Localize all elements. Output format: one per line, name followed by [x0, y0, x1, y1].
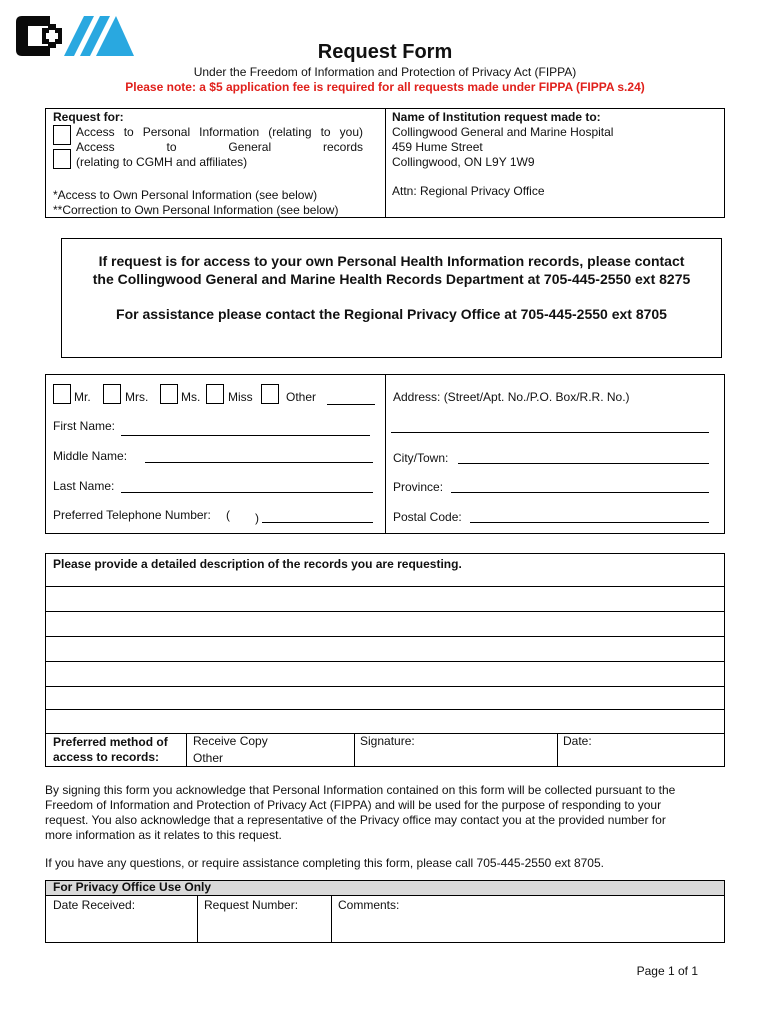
description-row[interactable] [45, 586, 725, 587]
date-label: Date: [563, 734, 592, 748]
note-access-own: *Access to Own Personal Information (see below) [53, 188, 318, 202]
salutation-ms-checkbox[interactable] [160, 384, 178, 404]
request-for-label: Request for: [53, 110, 124, 124]
institution-street: 459 Hume Street [392, 140, 483, 154]
comments-label: Comments: [338, 898, 400, 912]
city-input[interactable] [458, 463, 709, 464]
salutation-other-label: Other [286, 390, 317, 404]
fee-note: Please note: a $5 application fee is required for all requests made under FIPPA (FIPPA s.24) [125, 80, 645, 94]
first-name-label: First Name: [53, 419, 116, 433]
salutation-miss-label: Miss [228, 390, 253, 404]
institution-name: Collingwood General and Marine Hospital [392, 125, 614, 139]
questions-line: If you have any questions, or require assistance completing this form, please call 705-445-2550 ext 8705. [45, 856, 604, 870]
phone-open-paren: ( [226, 508, 230, 522]
description-row[interactable] [45, 611, 725, 612]
salutation-mrs-checkbox[interactable] [103, 384, 121, 404]
access-general-sublabel: (relating to CGMH and affiliates) [76, 155, 248, 169]
description-label: Please provide a detailed description of the records you are requesting. [53, 557, 462, 571]
notice-line-3: For assistance please contact the Regional Privacy Office at 705-445-2550 ext 8705 [116, 306, 667, 322]
last-name-label: Last Name: [53, 479, 115, 493]
office-use-title: For Privacy Office Use Only [53, 880, 212, 894]
request-number-label: Request Number: [204, 898, 299, 912]
consent-line-2: Freedom of Information and Protection of Privacy Act (FIPPA) and will be used for the purpose of responding to your [45, 798, 662, 812]
access-general-word: Access [76, 140, 115, 154]
first-name-input[interactable] [121, 435, 370, 436]
phone-close-paren: ) [255, 511, 259, 525]
salutation-other-input[interactable] [327, 404, 375, 405]
access-personal-checkbox[interactable] [53, 125, 71, 145]
institution-label: Name of Institution request made to: [392, 110, 601, 124]
consent-line-1: By signing this form you acknowledge that Personal Information contained on this form will be collected pursuant to the [45, 783, 676, 797]
address-label: Address: (Street/Apt. No./P.O. Box/R.R. No.) [393, 390, 630, 404]
method-receive-copy[interactable]: Receive Copy [193, 734, 268, 748]
description-row[interactable] [45, 686, 725, 687]
last-name-input[interactable] [121, 492, 373, 493]
applicant-divider [385, 374, 386, 534]
address-input[interactable] [391, 432, 709, 433]
method-other[interactable]: Other [193, 751, 224, 765]
institution-city: Collingwood, ON L9Y 1W9 [392, 155, 535, 169]
province-input[interactable] [451, 492, 709, 493]
salutation-mrs-label: Mrs. [125, 390, 149, 404]
access-general-word: General [228, 140, 272, 154]
page-title: Request Form [317, 41, 453, 63]
method-divider [186, 733, 187, 767]
date-divider [557, 733, 558, 767]
description-row[interactable] [45, 661, 725, 662]
request-divider [385, 108, 386, 218]
salutation-mr-checkbox[interactable] [53, 384, 71, 404]
salutation-ms-label: Ms. [181, 390, 201, 404]
middle-name-label: Middle Name: [53, 449, 128, 463]
middle-name-input[interactable] [145, 462, 373, 463]
consent-line-4: more information as it relates to this request. [45, 828, 282, 842]
method-label-2: access to records: [53, 750, 160, 764]
access-general-checkbox[interactable] [53, 149, 71, 169]
institution-attn: Attn: Regional Privacy Office [392, 184, 545, 198]
province-label: Province: [393, 480, 444, 494]
signature-label: Signature: [360, 734, 415, 748]
page-subtitle: Under the Freedom of Information and Protection of Privacy Act (FIPPA) [193, 65, 577, 79]
postal-input[interactable] [470, 522, 709, 523]
date-received-label: Date Received: [53, 898, 136, 912]
phone-input[interactable] [262, 522, 373, 523]
access-general-word: to [166, 140, 177, 154]
office-divider-2 [331, 896, 332, 943]
access-general-word: records [322, 140, 363, 154]
note-correction-own: **Correction to Own Personal Information (see below) [53, 203, 339, 217]
salutation-other-checkbox[interactable] [261, 384, 279, 404]
postal-label: Postal Code: [393, 510, 462, 524]
method-label-1: Preferred method of [53, 735, 168, 749]
consent-line-3: request. You also acknowledge that a representative of the Privacy office may contact you at the provided number for [45, 813, 666, 827]
phone-label: Preferred Telephone Number: [53, 508, 211, 522]
city-label: City/Town: [393, 451, 449, 465]
signature-divider [354, 733, 355, 767]
description-row[interactable] [45, 636, 725, 637]
salutation-mr-label: Mr. [74, 390, 91, 404]
access-personal-label: Access to Personal Information (relating to you) [76, 125, 363, 139]
page-number: Page 1 of 1 [636, 964, 698, 978]
notice-line-1: If request is for access to your own Personal Health Information records, please contact [98, 253, 685, 269]
office-divider-1 [197, 896, 198, 943]
description-row[interactable] [45, 709, 725, 710]
salutation-miss-checkbox[interactable] [206, 384, 224, 404]
access-general-label [76, 140, 363, 155]
notice-line-2: the Collingwood General and Marine Health Records Department at 705-445-2550 ext 8275 [92, 271, 691, 287]
